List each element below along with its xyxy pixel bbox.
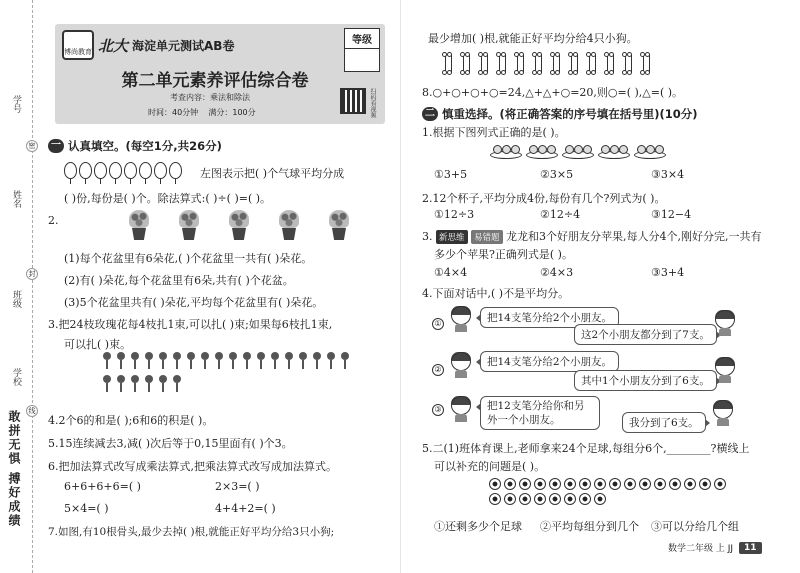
football-icon [579,493,591,505]
rose-icon [130,375,140,392]
bone-icon [586,52,597,76]
page-number: 11 [739,542,762,554]
football-icon [624,478,636,490]
q6-eq1: 6+6+6+6=( ) [64,480,141,493]
brand-series: 海淀单元测试AB卷 [132,38,235,53]
q6-eq3: 5×4=( ) [64,502,109,515]
rose-icon [186,352,196,369]
rose-icon [242,352,252,369]
football-icon [489,478,501,490]
flowerpot-figure [128,210,350,242]
dialog-3-left-bubble: 把12支笔分给你和另外一个小朋友。 [480,396,600,430]
section-1-heading [48,138,222,154]
mc3-stem: 3. 新思维 易错题 龙龙和3个好朋友分苹果,每人分4个,刚好分完,一共有 [422,230,762,243]
football-icon [504,493,516,505]
q7-line: 7.如图,有10根骨头,最少去掉( )根,就能正好平均分给3只小狗; [48,526,335,538]
q2-part3: (3)5个花盆里共有( )朵花,平均每个花盆里有( )朵花。 [64,296,324,309]
footer-text: 数学二年级 上 JJ [668,544,734,554]
rose-icon [228,352,238,369]
mc3-option-a[interactable]: ①4×4 [434,266,468,279]
fruit-plate-figure [490,140,666,160]
bone-icon [604,52,615,76]
balloon-icon [94,162,107,179]
rose-icon [284,352,294,369]
rose-icon [326,352,336,369]
balloon-icon [139,162,152,179]
mc1-stem: 1.根据下图列式正确的是( )。 [422,126,566,139]
mc3-stem-cont: 多少个苹果?正确列式是( )。 [434,248,573,261]
bone-icon [442,52,453,76]
rose-icon [200,352,210,369]
football-figure [489,478,729,505]
name-label: 姓名 [11,190,21,208]
page-title: 第二单元素养评估综合卷 [121,71,309,91]
q4-line: 4.2个6的和是( );6和6的积是( )。 [48,414,214,427]
mc5-option-b[interactable]: ②平均每组分到几个 [540,520,639,533]
q3-line2: 可以扎( )束。 [64,338,132,351]
rose-icon [158,352,168,369]
football-icon [489,493,501,505]
rose-icon [116,352,126,369]
football-icon [564,493,576,505]
qr-code[interactable] [340,88,366,114]
football-icon [639,478,651,490]
mc5-stem-cont: 可以补充的问题是( )。 [434,460,546,473]
rose-icon [312,352,322,369]
q1-line2: ( )份,每份是( )个。除法算式:( )÷( )=( )。 [64,192,272,205]
bone-icon [622,52,633,76]
section-number: 一 [48,139,64,153]
seal-mark: 线 [26,405,38,417]
football-icon [534,478,546,490]
rose-icon [116,375,126,392]
football-icon [684,478,696,490]
rose-figure [102,352,352,392]
grade-label: 等级 [345,29,379,49]
boy-avatar [714,310,736,336]
q5-line: 5.15连续减去3,减( )次后等于0,15里面有( )个3。 [48,437,293,450]
balloon-icon [169,162,182,179]
q2-part2: (2)有( )朵花,每个花盆里有6朵,共有( )个花盆。 [64,274,294,287]
q6-eq4: 4+4+2=( ) [215,502,276,515]
football-icon [699,478,711,490]
mc3-option-c[interactable]: ③3+4 [651,266,685,279]
football-icon [714,478,726,490]
girl-avatar [450,396,472,422]
seal-mark: 密 [26,140,38,152]
mc3-option-b[interactable]: ②4×3 [540,266,574,279]
balloon-icon [109,162,122,179]
balloon-icon [79,162,92,179]
q6-eq2: 2×3=( ) [215,480,260,493]
mc2-stem: 2.12个杯子,平均分成4份,每份有几个?列式为( )。 [422,192,666,205]
dialog-2-left-bubble: 把14支笔分给2个小朋友。 [480,351,619,372]
rose-icon [130,352,140,369]
q1-line1: 左图表示把( )个气球平均分成 [200,167,345,180]
girl-avatar [450,352,472,378]
dialog-3-number[interactable]: ③ [432,404,444,416]
balloon-icon [64,162,77,179]
grade-box [344,28,380,72]
rose-icon [256,352,266,369]
boy-avatar [712,400,734,426]
flowerpot-icon [178,210,200,242]
flowerpot-icon [328,210,350,242]
dialog-2-number[interactable]: ② [432,364,444,376]
mc1-option-a[interactable]: ①3+5 [434,168,468,181]
rose-icon [298,352,308,369]
mc2-option-b[interactable]: ②12÷4 [540,208,581,221]
q6-line: 6.把加法算式改写成乘法算式,把乘法算式改写成加法算式。 [48,460,337,473]
girl-avatar [450,306,472,332]
mc2-option-c[interactable]: ③12−4 [651,208,692,221]
bone-icon [550,52,561,76]
bone-icon [514,52,525,76]
exam-score: 满分：100分 [208,108,256,117]
exam-time: 时间：40分钟 [148,108,199,117]
bone-icon [640,52,651,76]
seal-mark: 封 [26,268,38,280]
balloon-icon [124,162,137,179]
error-prone-tag: 易错题 [471,230,503,244]
student-number-label: 学号 [11,95,21,113]
section-number: 二 [422,107,438,121]
mc4-stem: 4.下面对话中,( )不是平均分。 [422,287,570,300]
mc1-option-b[interactable]: ②3×5 [540,168,574,181]
dialog-1-number[interactable]: ① [432,318,444,330]
rose-icon [270,352,280,369]
rose-icon [144,352,154,369]
new-thinking-tag: 新思维 [436,230,468,244]
q8-line: 8.○+○+○+○=24,△+△+○=20,则○=( ),△=( )。 [422,86,684,99]
balloon-icon [154,162,167,179]
rose-icon [158,375,168,392]
rose-icon [172,352,182,369]
bone-icon [496,52,507,76]
brand-name: 北大 [98,36,129,55]
school-label: 学校 [11,368,21,386]
football-icon [594,493,606,505]
q2-number: 2. [48,214,59,227]
dialog-1-right-bubble: 这2个小朋友都分到了7支。 [574,324,717,345]
football-icon [519,493,531,505]
q3-line1: 3.把24枝玫瑰花每4枝扎1束,可以扎( )束;如果每6枝扎1束, [48,318,333,331]
section-2-heading [422,106,698,122]
q7-continuation: 最少增加( )根,就能正好平均分给4只小狗。 [428,32,638,45]
rose-icon [144,375,154,392]
brand [62,30,234,60]
dialog-1-left-bubble: 把14支笔分给2个小朋友。 [480,307,619,328]
qr-caption: 扫码看视频 [369,88,376,118]
boy-avatar [714,357,736,383]
bone-icon [460,52,471,76]
balloon-figure [64,162,182,179]
page-footer [668,541,762,554]
section-title: 慎重选择。(将正确答案的序号填在括号里)(10分) [442,107,698,121]
bone-icon [568,52,579,76]
mc5-option-c[interactable]: ③可以分给几个组 [651,520,739,533]
rose-icon [102,352,112,369]
bone-icon [532,52,543,76]
bone-figure [442,52,651,76]
exam-meta [148,107,256,118]
rose-icon [340,352,350,369]
mc5-stem: 5.二(1)班体育课上,老师拿来24个足球,每组分6个,________?横线上 [422,442,750,455]
football-icon [549,478,561,490]
flowerpot-icon [228,210,250,242]
fruit-plate-icon [598,140,630,160]
football-icon [669,478,681,490]
class-label: 班级 [11,290,21,308]
rose-icon [102,375,112,392]
bone-icon [478,52,489,76]
football-icon [549,493,561,505]
rose-icon [214,352,224,369]
football-icon [564,478,576,490]
margin-slogan: 敢拼无惧 搏好成绩 [7,410,21,529]
dialog-3-right-bubble: 我分到了6支。 [622,412,706,433]
q2-part1: (1)每个花盆里有6朵花,( )个花盆里一共有( )朵花。 [64,252,313,265]
brand-logo: 博尚教育 [62,30,94,60]
exam-content: 考查内容：乘法和除法 [170,93,250,102]
dialog-2-right-bubble: 其中1个小朋友分到了6支。 [574,370,717,391]
flowerpot-icon [128,210,150,242]
flowerpot-icon [278,210,300,242]
football-icon [594,478,606,490]
fruit-plate-icon [490,140,522,160]
mc1-option-c[interactable]: ③3×4 [651,168,685,181]
fruit-plate-icon [634,140,666,160]
mc5-option-a[interactable]: ①还剩多少个足球 [434,520,522,533]
fruit-plate-icon [526,140,558,160]
football-icon [654,478,666,490]
mc2-option-a[interactable]: ①12÷3 [434,208,475,221]
football-icon [504,478,516,490]
football-icon [579,478,591,490]
rose-icon [172,375,182,392]
football-icon [609,478,621,490]
football-icon [519,478,531,490]
cut-line [32,0,33,573]
football-icon [534,493,546,505]
section-title: 认真填空。(每空1分,共26分) [68,139,222,153]
fruit-plate-icon [562,140,594,160]
mc3-stem-text: 龙龙和3个好朋友分苹果,每人分4个,刚好分完,一共有 [506,230,762,243]
